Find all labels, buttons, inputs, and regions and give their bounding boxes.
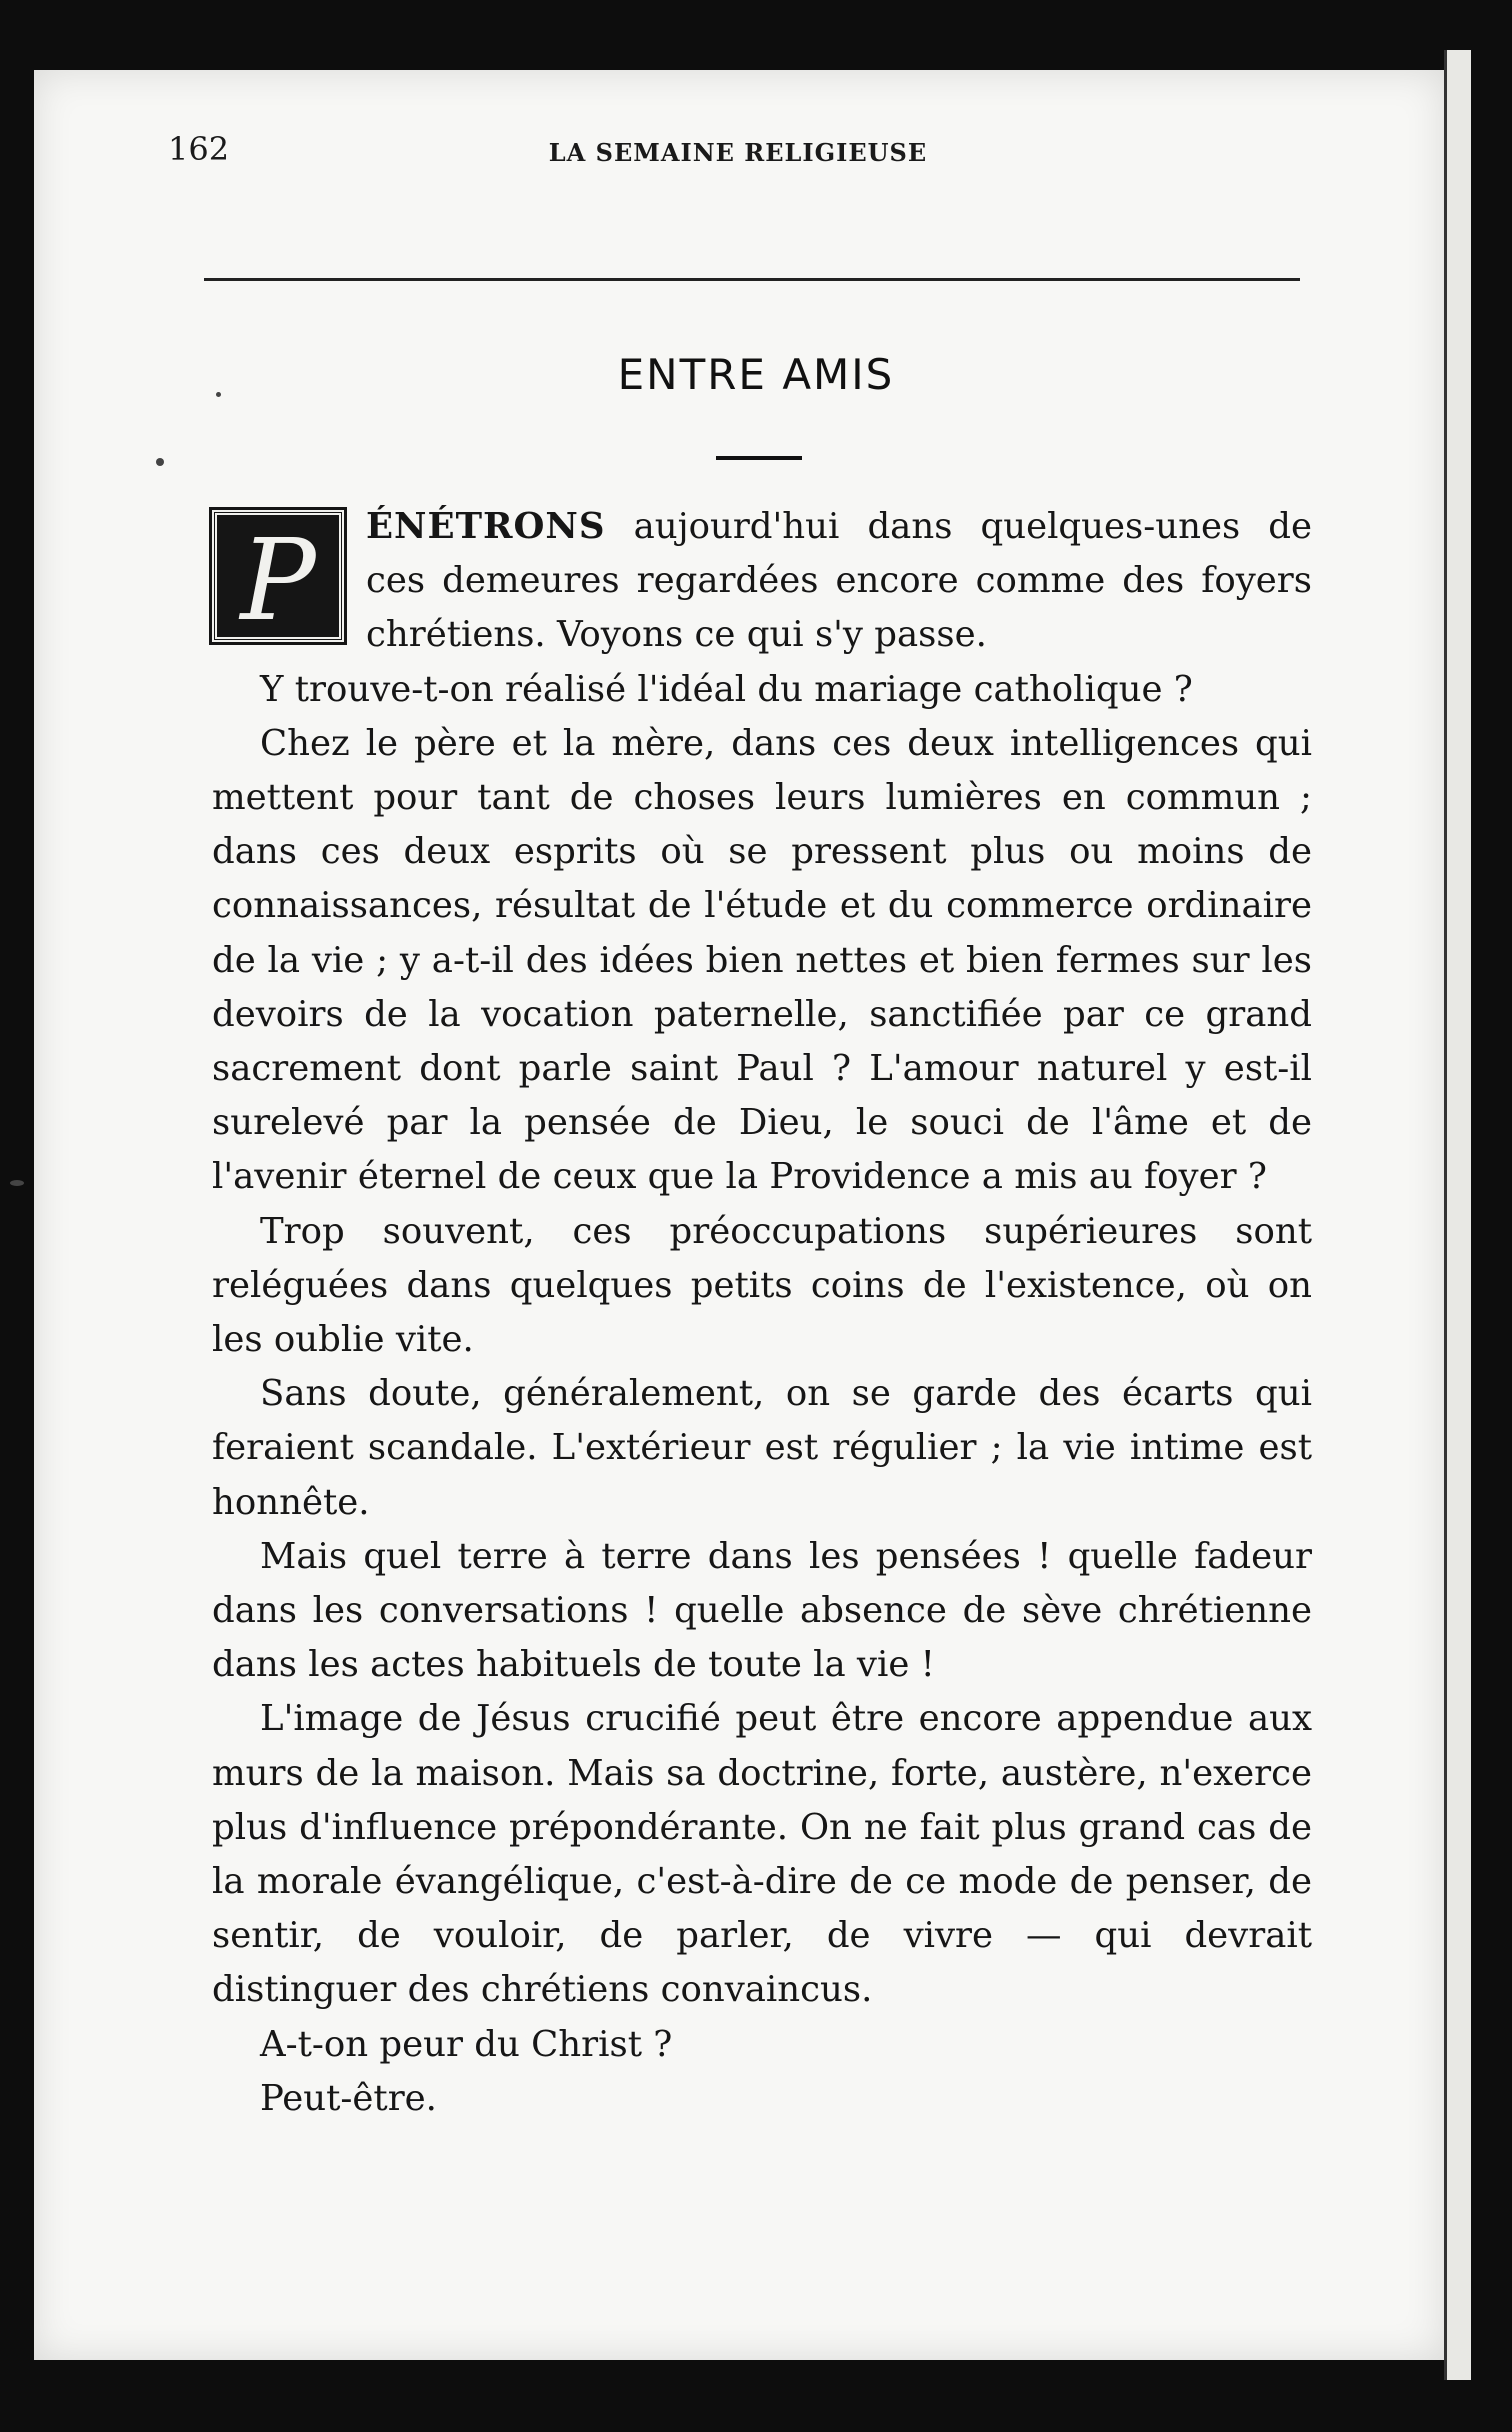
- scan-speck: [10, 1180, 24, 1186]
- dropcap-letter: P: [212, 510, 344, 642]
- paragraph: L'image de Jésus crucifié peut être encore appendue aux murs de la maison. Mais sa doctrine, forte, austère, n'exerce plus d'influence prépondérante. On ne fait plus grand cas de la morale évangélique, c'est-à-dire de ce mode de penser, de sentir, de vouloir, de parler, de vivre — qui devrait distinguer des chrétiens convaincus.: [212, 1698, 1312, 2011]
- paragraph: Trop souvent, ces préoccupations supérieures sont reléguées dans quelques petits coins de l'existence, où on les oublie vite.: [212, 1210, 1312, 1361]
- lead-word: ÉNÉTRONS: [366, 506, 606, 547]
- title-rule: [716, 456, 802, 460]
- paragraph: Peut-être.: [260, 2077, 437, 2119]
- first-paragraph-text: aujourd'hui dans quelques-unes de ces demeures regardées encore comme des foyers chrétiens. Voyons ce qui s'y passe.: [366, 506, 1312, 656]
- header-rule: [204, 278, 1300, 281]
- article-body: [212, 500, 1312, 2126]
- scan-speck: [156, 458, 164, 466]
- scan-speck: [216, 392, 221, 397]
- facing-page-edge: [1444, 50, 1471, 2380]
- running-title: LA SEMAINE RELIGIEUSE: [548, 138, 928, 167]
- paragraph: [212, 500, 1312, 663]
- paragraph: Y trouve-t-on réalisé l'idéal du mariage catholique ?: [260, 668, 1193, 710]
- paragraph: A-t-on peur du Christ ?: [260, 2023, 673, 2065]
- page-header: [168, 130, 1308, 190]
- paragraph: Chez le père et la mère, dans ces deux intelligences qui mettent pour tant de choses leurs lumières en commun ; dans ces deux esprits où se pressent plus ou moins de connaissances, résultat de l'étude et du commerce ordinaire de la vie ; y a-t-il des idées bien nettes et bien fermes sur les devoirs de la vocation paternelle, sanctifiée par ce grand sacrement dont parle saint Paul ? L'amour naturel y est-il surelevé par la pensée de Dieu, le souci de l'âme et de l'avenir éternel de ceux que la Providence a mis au foyer ?: [212, 722, 1312, 1198]
- paragraph: Sans doute, généralement, on se garde des écarts qui feraient scandale. L'extérieur est régulier ; la vie intime est honnête.: [212, 1373, 1312, 1523]
- paragraph: Mais quel terre à terre dans les pensées ! quelle fadeur dans les conversations ! quelle absence de sève chrétienne dans les actes habituels de toute la vie !: [212, 1535, 1312, 1686]
- page-number: 162: [168, 130, 230, 168]
- article-title: ENTRE AMIS: [617, 350, 895, 399]
